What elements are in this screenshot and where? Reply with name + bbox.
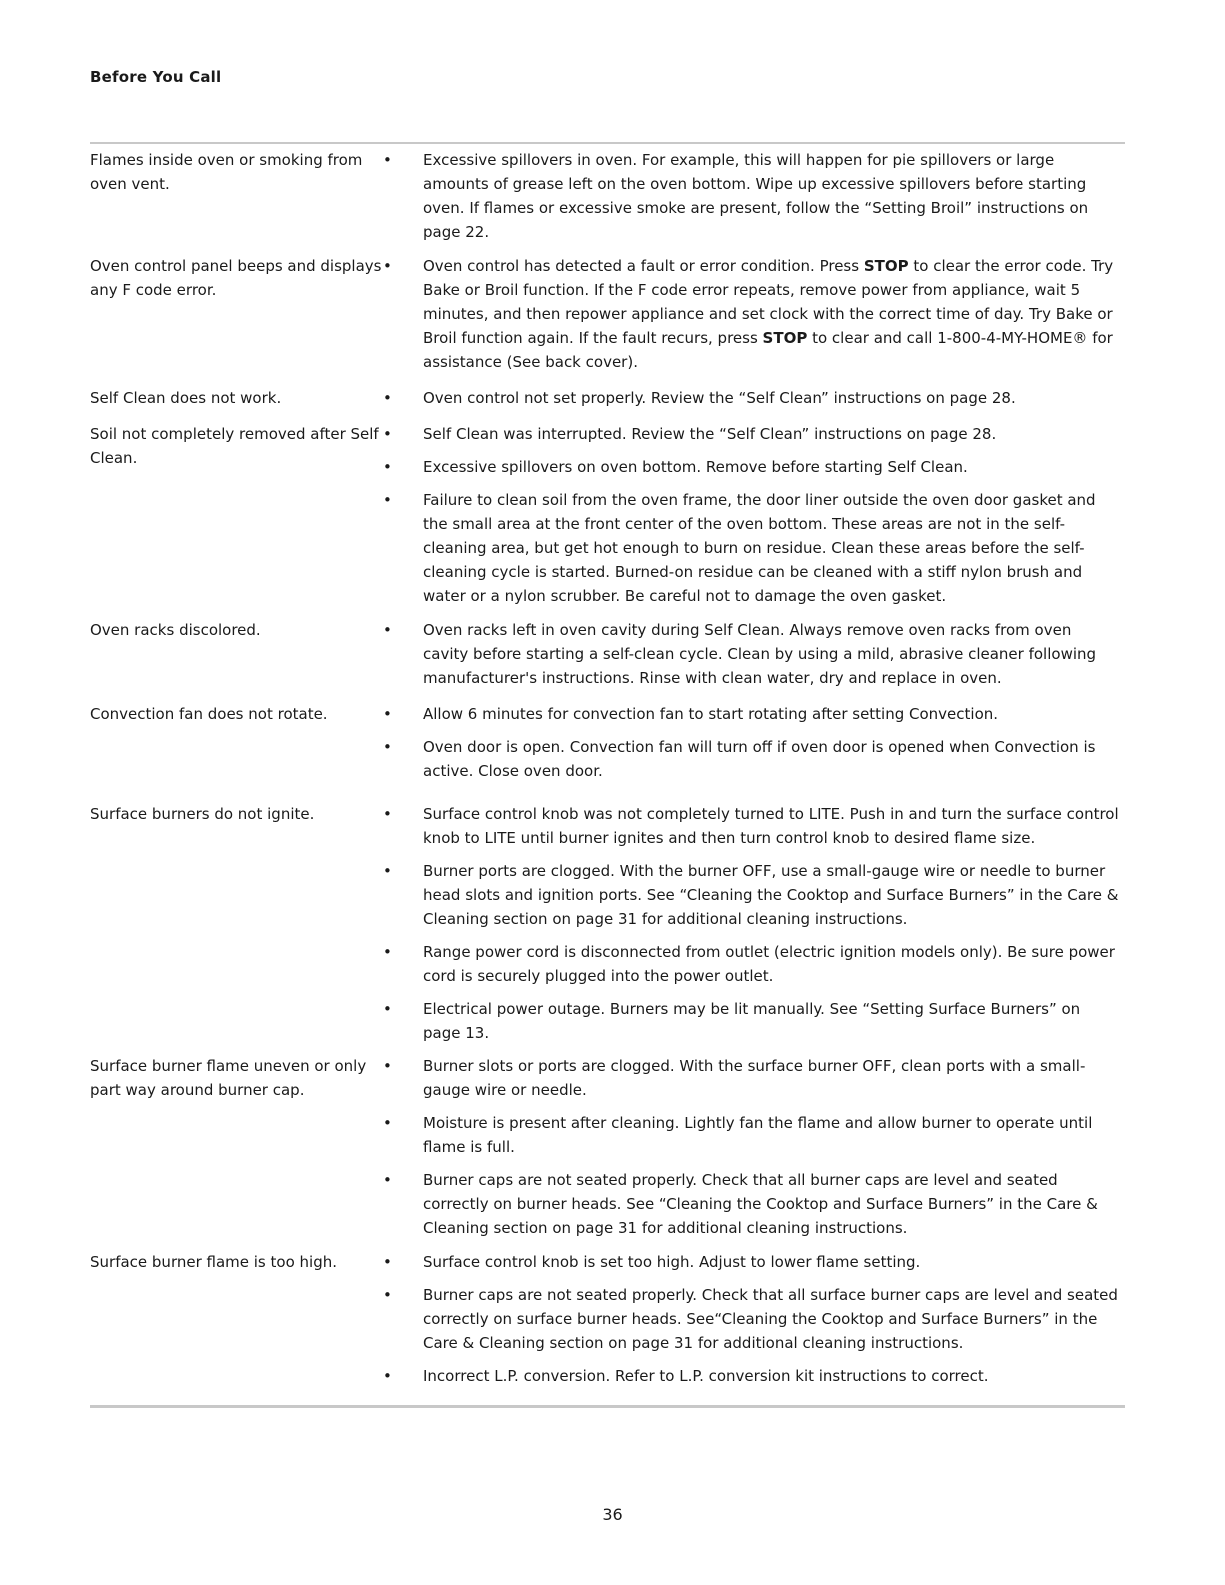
cause-item (383, 1168, 1125, 1240)
table-row (90, 1250, 1125, 1397)
bullet-icon: • (383, 425, 392, 443)
cause-item (383, 859, 1125, 931)
problem-text: Surface burner flame uneven or only part way around burner cap. (90, 1057, 367, 1099)
cause-item (383, 1054, 1125, 1102)
bullet-icon: • (383, 805, 392, 823)
problem-text: Soil not completely removed after Self Clean. (90, 425, 379, 467)
table-row (90, 386, 1125, 419)
bullet-icon: • (383, 1253, 392, 1271)
cause-item (383, 997, 1125, 1045)
cause-text: Oven door is open. Convection fan will turn off if oven door is opened when Convection is active. Close oven door. (423, 738, 1096, 780)
cause-text: Surface control knob was not completely turned to LITE. Push in and turn the surface control knob to LITE until burner ignites and then turn control knob to desired flame size. (423, 805, 1119, 847)
causes-list (383, 802, 1125, 1054)
cause-item (383, 455, 1125, 479)
problem-text: Flames inside oven or smoking from oven vent. (90, 151, 363, 193)
cause-text: Burner ports are clogged. With the burner OFF, use a small-gauge wire or needle to burner head slots and ignition ports. See “Cleaning the Cooktop and Surface Burners” in the Care & Cleaning section on page 31 for additional cleaning instructions. (423, 862, 1119, 928)
cause-item (383, 1283, 1125, 1355)
cause-item (383, 940, 1125, 988)
bullet-icon: • (383, 389, 392, 407)
cause-text: Incorrect L.P. conversion. Refer to L.P. conversion kit instructions to correct. (423, 1367, 989, 1385)
problem-text: Surface burner flame is too high. (90, 1253, 337, 1271)
table-row (90, 618, 1125, 699)
bullet-icon: • (383, 1114, 392, 1132)
bullet-icon: • (383, 738, 392, 756)
cause-item (383, 802, 1125, 850)
top-divider (90, 142, 1125, 144)
cause-item (383, 422, 1125, 446)
table-row (90, 148, 1125, 253)
table-row (90, 802, 1125, 1054)
problem-text: Surface burners do not ignite. (90, 805, 315, 823)
causes-list (383, 422, 1125, 617)
causes-list (383, 254, 1125, 383)
cause-item (383, 735, 1125, 783)
bullet-icon: • (383, 943, 392, 961)
bullet-icon: • (383, 1286, 392, 1304)
bullet-icon: • (383, 151, 392, 169)
cause-text: Excessive spillovers on oven bottom. Remove before starting Self Clean. (423, 458, 968, 476)
cause-text: Electrical power outage. Burners may be lit manually. See “Setting Surface Burners” on page 13. (423, 1000, 1081, 1042)
cause-text: Moisture is present after cleaning. Lightly fan the flame and allow burner to operate until flame is full. (423, 1114, 1093, 1156)
cause-item (383, 148, 1125, 244)
bullet-icon: • (383, 862, 392, 880)
bullet-icon: • (383, 1367, 392, 1385)
cause-text: Oven control has detected a fault or error condition. Press STOP to clear the error code. Try Bake or Broil function. If the F code error repeats, remove power from appliance, wait 5 minutes, and then repower appliance and set clock with the correct time of day. Try Bake or Broil function again. If the fault recurs, press STOP to clear and call 1-800-4-MY-HOME® for assistance (See back cover). (423, 257, 1114, 371)
causes-list (383, 148, 1125, 253)
bottom-divider (90, 1405, 1125, 1408)
causes-list (383, 618, 1125, 699)
causes-list (383, 1054, 1125, 1249)
cause-text: Surface control knob is set too high. Adjust to lower flame setting. (423, 1253, 921, 1271)
table-row (90, 422, 1125, 617)
cause-item (383, 254, 1125, 374)
page-number: 36 (602, 1505, 623, 1524)
bullet-icon: • (383, 458, 392, 476)
cause-text: Excessive spillovers in oven. For example, this will happen for pie spillovers or large amounts of grease left on the oven bottom. Wipe up excessive spillovers before starting oven. If flames or excessive smoke are present, follow the “Setting Broil” instructions on page 22. (423, 151, 1089, 241)
bullet-icon: • (383, 621, 392, 639)
cause-text: Burner slots or ports are clogged. With the surface burner OFF, clean ports with a small-gauge wire or needle. (423, 1057, 1086, 1099)
cause-text: Burner caps are not seated properly. Check that all burner caps are level and seated correctly on burner heads. See “Cleaning the Cooktop and Surface Burners” in the Care & Cleaning section on page 31 for additional cleaning instructions. (423, 1171, 1098, 1237)
problem-text: Oven control panel beeps and displays any F code error. (90, 257, 382, 299)
cause-item (383, 702, 1125, 726)
bullet-icon: • (383, 1000, 392, 1018)
bullet-icon: • (383, 491, 392, 509)
problem-text: Oven racks discolored. (90, 621, 261, 639)
cause-text: Oven racks left in oven cavity during Self Clean. Always remove oven racks from oven cavity before starting a self-clean cycle. Clean by using a mild, abrasive cleaner following manufacturer's instructions. Rinse with clean water, dry and replace in oven. (423, 621, 1097, 687)
bullet-icon: • (383, 1171, 392, 1189)
bullet-icon: • (383, 257, 392, 275)
bullet-icon: • (383, 705, 392, 723)
page-heading: Before You Call (90, 68, 222, 86)
cause-text: Range power cord is disconnected from outlet (electric ignition models only). Be sure power cord is securely plugged into the power outlet. (423, 943, 1115, 985)
cause-item (383, 386, 1125, 410)
problem-text: Convection fan does not rotate. (90, 705, 328, 723)
causes-list (383, 702, 1125, 792)
causes-list (383, 1250, 1125, 1397)
cause-item (383, 618, 1125, 690)
table-row (90, 254, 1125, 383)
cause-text: Allow 6 minutes for convection fan to start rotating after setting Convection. (423, 705, 999, 723)
cause-item (383, 488, 1125, 608)
cause-item (383, 1364, 1125, 1388)
cause-text: Failure to clean soil from the oven frame, the door liner outside the oven door gasket and the small area at the front center of the oven bottom. These areas are not in the self-cleaning area, but get hot enough to burn on residue. Clean these areas before the self-cleaning cycle is started. Burned-on residue can be cleaned with a stiff nylon brush and water or a nylon scrubber. Be careful not to damage the oven gasket. (423, 491, 1096, 605)
table-row (90, 1054, 1125, 1249)
cause-item (383, 1250, 1125, 1274)
cause-text: Self Clean was interrupted. Review the “Self Clean” instructions on page 28. (423, 425, 997, 443)
bullet-icon: • (383, 1057, 392, 1075)
table-row (90, 702, 1125, 792)
cause-text: Burner caps are not seated properly. Check that all surface burner caps are level and seated correctly on surface burner heads. See“Cleaning the Cooktop and Surface Burners” in the Care & Cleaning section on page 31 for additional cleaning instructions. (423, 1286, 1118, 1352)
problem-text: Self Clean does not work. (90, 389, 282, 407)
causes-list (383, 386, 1125, 419)
cause-text: Oven control not set properly. Review the “Self Clean” instructions on page 28. (423, 389, 1016, 407)
cause-item (383, 1111, 1125, 1159)
